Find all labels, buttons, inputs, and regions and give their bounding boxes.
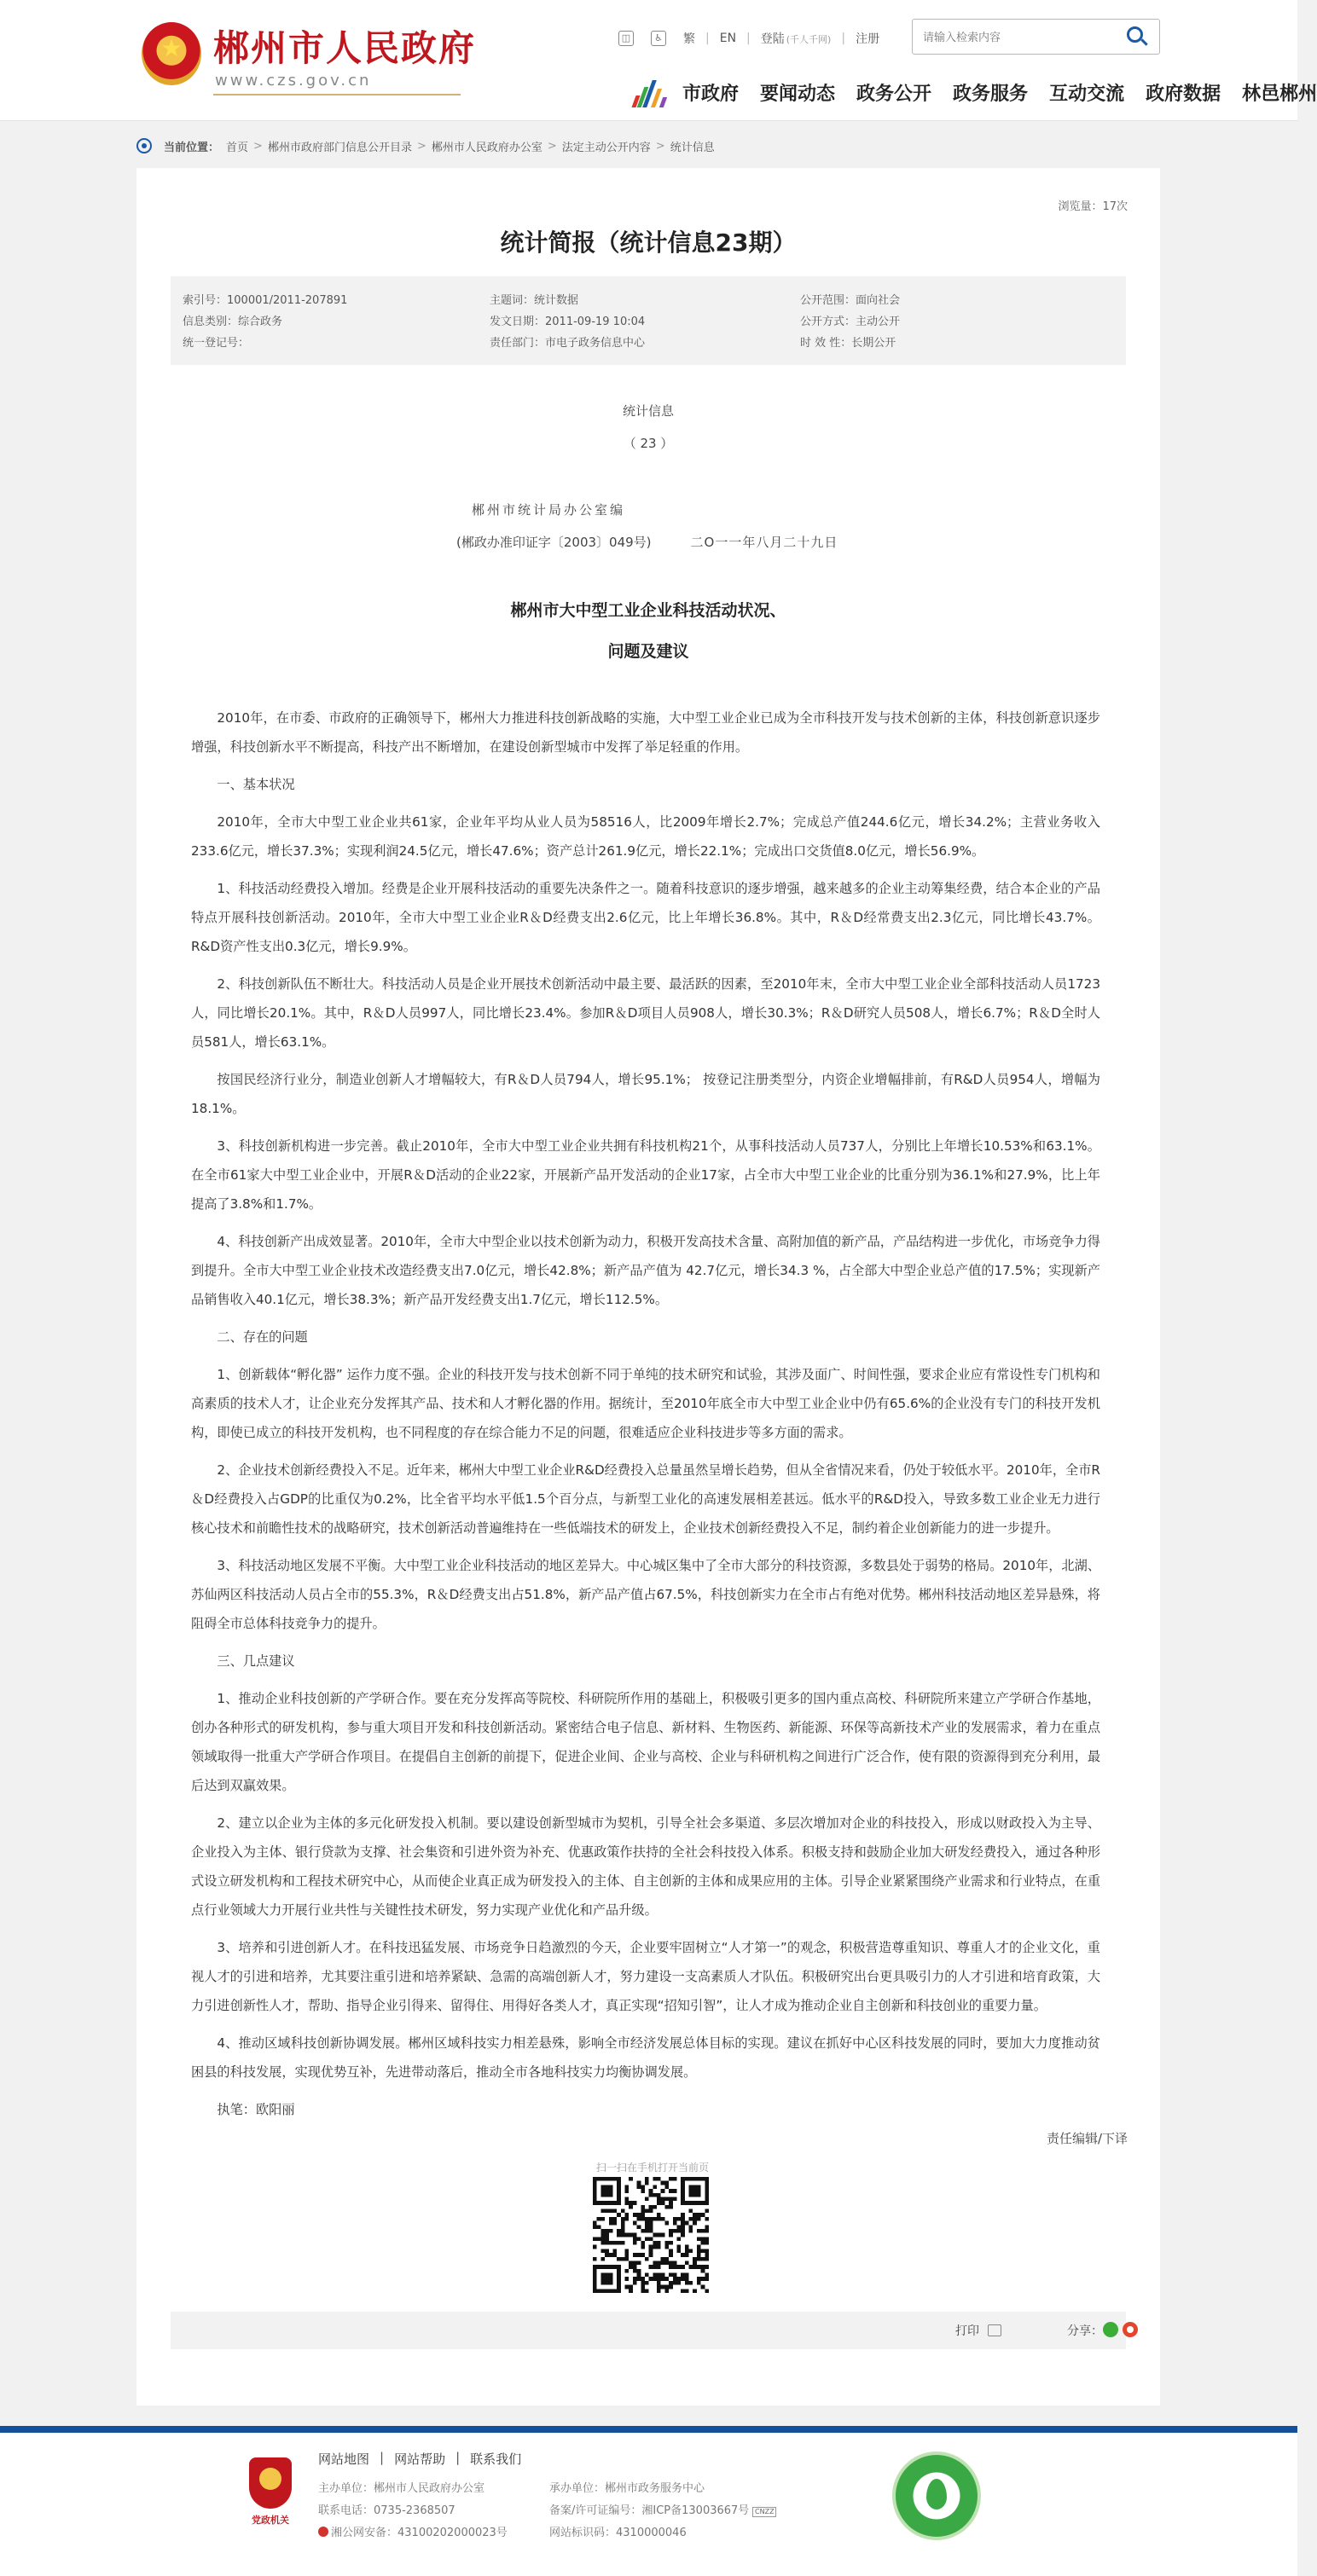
- report-title-line-1: 郴州市大中型工业企业科技活动状况、: [510, 601, 786, 620]
- breadcrumb-public-content[interactable]: 法定主动公开内容: [561, 141, 651, 154]
- meta-scope: 公开范围：面向社会: [800, 294, 901, 307]
- nav-item-data[interactable]: 政府数据: [1146, 84, 1221, 105]
- view-count: 浏览量：17次: [1058, 200, 1128, 213]
- register-link[interactable]: 注册: [856, 32, 880, 46]
- paragraph: 1、推动企业科技创新的产学研合作。要在充分发挥高等院校、科研院所作用的基础上，积极吸引更多的国内重点高校、科研院所来建立产学研合作基地，创办各种形式的研发机构，参与重大项目开发和科技创新活动。紧密结合电子信息、新材料、生物医药、新能源、环保等高新技术产业的发展需求，着力在重点领域取得一批重大产学研合作项目。在提倡自主创新的前提下，促进企业间、企业与高校、企业与科研机构之间进行广泛合作，使有限的资源得到充分利用，最后达到双赢效果。: [191, 1691, 1100, 1793]
- section-heading: 三、几点建议: [217, 1653, 295, 1669]
- breadcrumb-office[interactable]: 郴州市人民政府办公室: [431, 141, 542, 154]
- search-input[interactable]: [923, 27, 1119, 48]
- wechat-share-icon[interactable]: [1103, 2322, 1118, 2337]
- share-bar: [171, 2312, 1126, 2349]
- share-label: 分享：: [1067, 2324, 1103, 2338]
- qr-caption: 扫一扫在手机打开当前页: [595, 2162, 709, 2174]
- section-heading: 二、存在的问题: [217, 1329, 308, 1345]
- article-title: 统计简报（统计信息23期）: [500, 229, 797, 257]
- nav-item-interaction[interactable]: 互动交流: [1049, 84, 1125, 105]
- doc-type: 统计信息: [622, 403, 674, 419]
- main-nav: [682, 79, 1317, 106]
- accessibility-mode-icon[interactable]: ◫: [618, 31, 634, 46]
- printer-icon: [988, 2324, 1001, 2336]
- footer-icp: 备案/许可证编号：湘ICP备13003667号 CNZZ: [549, 2501, 776, 2517]
- paragraph: 3、培养和引进创新人才。在科技迅猛发展、市场竞争日趋激烈的今天，企业要牢固树立“人才第一”的观念，积极营造尊重知识、尊重人才的企业文化，重视人才的引进和培养，尤其要注重引进和培养紧缺、急需的高端创新人才，努力建设一支高素质人才队伍。积极研究出台更具吸引力的人才引进和培育政策，大力引进创新性人才，帮助、指导企业引得来、留得住、用得好各类人才，真正实现“招知引智”，让人才成为推动企业自主创新和科技创业的重要力量。: [191, 1940, 1100, 2013]
- meta-reg-no: 统一登记号：: [183, 337, 250, 350]
- meta-publish-date: 发文日期：2011-09-19 10:04: [490, 315, 646, 328]
- footer-band: [0, 2426, 1297, 2433]
- footer-link-sitemap[interactable]: 网站地图: [318, 2452, 370, 2467]
- footer-links: 网站地图 | 网站帮助 | 联系我们: [318, 2450, 522, 2467]
- doc-permit: (郴政办准印证字〔2003〕049号): [456, 535, 652, 550]
- paragraph: 4、推动区域科技创新协调发展。郴州区域科技实力相差悬殊，影响全市经济发展总体目标的实现。建议在抓好中心区科技发展的同时，要加大力度推动贫困县的科技发展，实现优势互补，先进带动落后，推动全市各地科技实力均衡协调发展。: [191, 2035, 1100, 2080]
- national-emblem-icon: ★: [142, 22, 201, 85]
- meta-validity: 时 效 性：长期公开: [800, 337, 896, 350]
- footer-site-code: 网站标识码：4310000046: [549, 2527, 687, 2539]
- article-card: [136, 168, 1160, 2405]
- doc-imprint: [456, 533, 838, 551]
- paragraph: 2、科技创新队伍不断壮大。科技活动人员是企业开展技术创新活动中最主要、最活跃的因素，至2010年末，全市大中型工业企业全部科技活动人员1723人，同比增长20.1%。其中，R＆D人员997人，同比增长23.4%。参加R＆D项目人员908人，增长30.3%；R＆D研究人员508人，增长6.7%；R＆D全时人员581人，增长63.1%。: [191, 976, 1100, 1050]
- title-underline: [213, 94, 461, 96]
- nav-item-government[interactable]: 市政府: [682, 84, 740, 105]
- doc-issuer: 郴州市统计局办公室编: [472, 502, 626, 518]
- meta-category: 信息类别：综合政务: [183, 315, 283, 328]
- print-button[interactable]: 打印: [955, 2322, 1001, 2339]
- paragraph: 3、科技创新机构进一步完善。截止2010年，全市大中型工业企业共拥有科技机构21个，从事科技活动人员737人，分别比上年增长10.53%和63.1%。在全市61家大中型工业企业中，开展R＆D活动的企业22家，开展新产品开发活动的企业17家，占全市大中型工业企业的比重分别为36.1%和27.9%，比上年提高了3.8%和1.7%。: [191, 1138, 1100, 1212]
- paragraph: 按国民经济行业分，制造业创新人才增幅较大，有R＆D人员794人，增长95.1%； 按登记注册类型分，内资企业增幅排前，有R&D人员954人，增幅为18.1%。: [191, 1072, 1100, 1116]
- footer-undertaker: 承办单位：郴州市政务服务中心: [549, 2482, 705, 2495]
- footer-host: 主办单位：郴州市人民政府办公室: [318, 2482, 485, 2495]
- breadcrumb-home[interactable]: 首页: [226, 141, 249, 154]
- search-icon[interactable]: [1127, 26, 1147, 47]
- meta-subject: 主题词：统计数据: [490, 294, 579, 307]
- section-heading: 一、基本状况: [217, 777, 295, 792]
- nav-item-news[interactable]: 要闻动态: [760, 84, 836, 105]
- author: 执笔：欧阳丽: [217, 2102, 295, 2117]
- meta-method: 公开方式：主动公开: [800, 315, 901, 328]
- green-site-badge-icon[interactable]: [892, 2452, 981, 2540]
- cnzz-icon[interactable]: CNZZ: [752, 2507, 776, 2517]
- paragraph: 2010年，在市委、市政府的正确领导下，郴州大力推进科技创新战略的实施，大中型工业企业已成为全市科技开发与技术创新的主体，科技创新意识逐步增强，科技创新水平不断提高，科技产出不断增加，在建设创新型城市中发挥了举足轻重的作用。: [191, 710, 1100, 755]
- search-box: [912, 19, 1160, 55]
- paragraph: 2、企业技术创新经费投入不足。近年来，郴州大中型工业企业R&D经费投入总量虽然呈增长趋势，但从全省情况来看，仍处于较低水平。2010年，全市R＆D经费投入占GDP的比重仅为0.2%，比全省平均水平低1.5个百分点，与新型工业化的高速发展相差甚远。低水平的R&D投入，导致多数工业企业无力进行核心技术和前瞻性技术的战略研究，技术创新活动普遍维持在一些低端技术的研发上，企业技术创新经费投入不足，制约着企业创新能力的进一步提升。: [191, 1462, 1100, 1536]
- doc-number: （ 23 ）: [623, 436, 674, 451]
- doc-date: 二O一一年八月二十九日: [690, 535, 838, 550]
- traditional-chinese-link[interactable]: 繁: [683, 32, 695, 46]
- responsible-editor: 责任编辑/下译: [1046, 2131, 1128, 2146]
- site-header: [0, 0, 1317, 121]
- paragraph: 1、创新载体“孵化器” 运作力度不强。企业的科技开发与技术创新不同于单纯的技术研究和试验，其涉及面广、时间性强，要求企业应有常设性专门机构和高素质的技术人才，让企业充分发挥其产品、技术和人才孵化器的作用。据统计，至2010年底全市大中型工业企业中仍有65.6%的企业没有专门的科技开发机构，即使已成立的科技开发机构，也不同程度的存在综合能力不足的问题，很难适应企业科技进步等多方面的需求。: [191, 1367, 1100, 1440]
- paragraph: 3、科技活动地区发展不平衡。大中型工业企业科技活动的地区差异大。中心城区集中了全市大部分的科技资源，多数县处于弱势的格局。2010年，北湖、苏仙两区科技活动人员占全市的55.3%，R＆D经费支出占51.8%，新产品产值占67.5%，科技创新实力在全市占有绝对优势。郴州科技活动地区差异悬殊，将阻碍全市总体科技竞争力的提升。: [191, 1558, 1100, 1631]
- nav-item-services[interactable]: 政务服务: [953, 84, 1029, 105]
- footer-police: 湘公网安备：43100202000023号: [318, 2523, 508, 2539]
- paragraph: 2、建立以企业为主体的多元化研发投入机制。要以建设创新型城市为契机，引导全社会多渠道、多层次增加对企业的科技投入，形成以财政投入为主导、企业投入为主体、银行贷款为支撑、社会集资和引进外资为补充、优惠政策作扶持的全社会科技投入体系。积极支持和鼓励企业加大研发经费投入，通过各种形式设立研发机构和工程技术研究中心，从而使企业真正成为研发投入的主体、自主创新的主体和成果应用的主体。引导企业紧紧围绕产业需求和行业特点，在重点行业领域大力开展行业共性与关键性技术研发，努力实现产业优化和产品升级。: [191, 1815, 1100, 1918]
- login-link[interactable]: 登陆 (千人千网): [760, 32, 832, 46]
- nav-item-public-affairs[interactable]: 政务公开: [856, 84, 932, 105]
- breadcrumb-directory[interactable]: 郴州市政府部门信息公开目录: [267, 141, 412, 154]
- party-gov-badge-text: 党政机关: [252, 2515, 289, 2526]
- location-pin-icon: [136, 138, 152, 153]
- english-link[interactable]: EN: [719, 32, 737, 45]
- article-body: [191, 703, 1100, 2133]
- site-footer: [0, 2433, 1297, 2576]
- paragraph: 2010年，全市大中型工业企业共61家，企业年平均从业人员为58516人，比2009年增长2.7%；完成总产值244.6亿元，增长34.2%；主营业务收入233.6亿元，增长37.3%；实现利润24.5亿元，增长47.6%；资产总计261.9亿元，增长22.1%；完成出口交货值8.0亿元，增长56.9%。: [191, 814, 1100, 859]
- nav-item-linyi-chenzhou[interactable]: 林邑郴州: [1242, 84, 1317, 105]
- elder-mode-icon[interactable]: ♿: [651, 31, 666, 46]
- footer-link-help[interactable]: 网站帮助: [394, 2452, 446, 2467]
- weibo-share-icon[interactable]: [1123, 2322, 1138, 2337]
- site-title[interactable]: 郴州市人民政府: [213, 27, 477, 69]
- breadcrumb: 当前位置： 首页 > 郴州市政府部门信息公开目录 > 郴州市人民政府办公室 > 法定主动公开内容 > 统计信息: [136, 136, 1160, 155]
- paragraph: 1、科技活动经费投入增加。经费是企业开展科技活动的重要先决条件之一。随着科技意识的逐步增强，越来越多的企业主动筹集经费，结合本企业的产品特点开展科技创新活动。2010年，全市大中型工业企业R＆D经费支出2.6亿元，比上年增长36.8%。其中，R＆D经常费支出2.3亿元，同比增长43.7%。R&D资产性支出0.3亿元，增长9.9%。: [191, 881, 1100, 954]
- meta-index-no: 索引号：100001/2011-207891: [183, 294, 348, 307]
- site-url: www.czs.gov.cn: [215, 72, 372, 90]
- party-gov-badge-icon[interactable]: [249, 2457, 292, 2509]
- report-title-line-2: 问题及建议: [607, 642, 689, 661]
- breadcrumb-statistics[interactable]: 统计信息: [670, 141, 715, 154]
- topbar: ◫ ♿ 繁 | EN | 登陆 (千人千网) | 注册: [618, 26, 890, 51]
- police-badge-icon: [318, 2527, 328, 2537]
- footer-phone: 联系电话：0735-2368507: [318, 2504, 455, 2517]
- paragraph: 4、科技创新产出成效显著。2010年，全市大中型企业以技术创新为动力，积极开发高技术含量、高附加值的新产品，产品结构进一步优化，市场竞争力得到提升。全市大中型工业企业技术改造经费支出7.0亿元，增长42.8%；新产品产值为 42.7亿元，增长34.3 %，占全部大中型企业总产值的17.5%；实现新产品销售收入40.1亿元，增长38.3%；新产品开发经费支出1.7亿元，增长112.5%。: [191, 1234, 1100, 1307]
- qr-code-icon: [593, 2177, 709, 2293]
- article-meta: [171, 276, 1126, 365]
- meta-dept: 责任部门：市电子政务信息中心: [490, 337, 646, 350]
- nav-logo-icon: [632, 78, 670, 107]
- footer-link-contact[interactable]: 联系我们: [470, 2452, 522, 2467]
